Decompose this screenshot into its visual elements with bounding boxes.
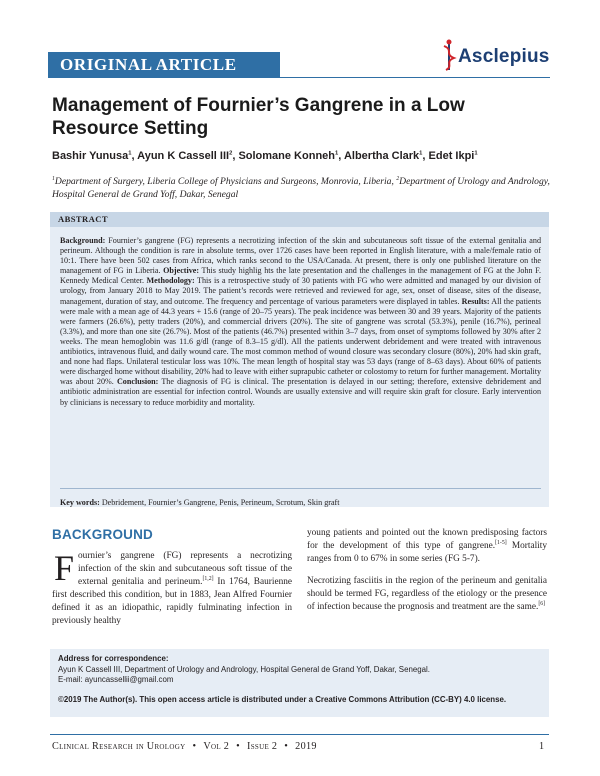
keywords-list: Debridement, Fournier’s Gangrene, Penis, Perineum, Scrotum, Skin graft <box>99 498 340 507</box>
citation-ref[interactable]: [1,2] <box>202 575 214 582</box>
abstract-background: Fournier’s gangrene (FG) represents a necrotizing infection of the skin and subcutaneous soft tissue of the external genitalia and perineum. Although the condition is rare in absolute terms, over 1726 cases have been reported in English literature, with a male/female ratio of 10:1. There have been 502 cases from Africa, which ranks second to the USA/Canada. At present, there is only one published literature on the management of FG in Liberia. <box>60 236 541 276</box>
affil-sup: 2 <box>396 175 400 182</box>
abstract-label-background: Background: <box>60 236 106 245</box>
abstract-label-objective: Objective: <box>163 266 200 276</box>
abstract-conclusion: The diagnosis of FG is clinical. The presentation is delayed in our setting; therefore, extensive debridement and antibiotic administration are essential for infection control. Wounds are usually extensive and will require skin graft for closure. Early intervention by clinicians is necessary to reduce morbidity and mortality. <box>60 377 542 407</box>
footer-bullet: • <box>236 741 241 752</box>
affiliation-1: Department of Surgery, Liberia College of Physicians and Surgeons, Monrovia, Liberia, <box>54 176 397 187</box>
license-statement: ©2019 The Author(s). This open access article is distributed under a Creative Commons Attribution (CC-BY) 4.0 license. <box>58 694 507 704</box>
author-sep: , <box>131 150 138 162</box>
abstract-label-results: Results: <box>461 296 490 306</box>
body-text: Mortality ranges from 0 to 67% in some series (FG 5-7). <box>307 541 547 564</box>
body-text: Necrotizing fasciitis in the region of the perineum and genitalia should be termed FG, regardless of the etiology or the presence of infection because the prognosis and treatment are the same. <box>307 576 547 612</box>
body-text: In 1764, Baurienne first described this condition, but in 1883, Jean Alfred Fournier defined it as an idiopathic, rapidly fulminating infection in previously healthy <box>52 577 293 626</box>
keywords <box>60 488 541 508</box>
author-name: Edet Ikpi <box>428 150 475 162</box>
author-name: Albertha Clark <box>343 150 420 162</box>
author-name: Bashir Yunusa <box>52 150 129 162</box>
paragraph <box>307 575 547 614</box>
abstract-results: All the patients were male with a mean age of 44.3 years + 15.6 (range of 20–75 years). The peak incidence was between 30 and 39 years. Majority of the patients were farmers (26.6%), petty traders (20%), and commercial drivers (20%). The site of gangrene was scrotal (53.3%), penile (16.7%), perineal (3.3%), and more than one site (26.7%). Most of the patients (46.7%) presented within 3–7 days, from onset of symptoms followed by 30% after 2 weeks. The mean hemoglobin was 11.6 g/dl (range of 8.3–15 g/dl). All the patients underwent debridement and were treated with intravenous antibiotics, intravenous fluid, and daily wound care. The most common method of wound closure was secondary closure (80%), 20% had skin graft, and none had flaps. Unilateral testicular loss was 10%. The mean length of hospital stay was 53 days (range of 8–63 days). About 60% of patients were discharged home without disability, 20% had to leave with either suprapubic catheter or colostomy to return for further management. Mortality was about 20%. <box>60 296 542 387</box>
page-number: 1 <box>539 741 545 752</box>
body-column-left <box>52 550 292 628</box>
author-affil-sup: 2 <box>229 150 233 157</box>
body-text: young patients and pointed out the known predisposing factors for the development of this type of gangrene. <box>307 528 547 551</box>
citation-ref[interactable]: [6] <box>538 600 546 607</box>
correspondence-box <box>50 649 549 717</box>
running-footer <box>52 741 317 752</box>
author-affil-sup: 1 <box>419 150 423 157</box>
paragraph <box>307 527 547 566</box>
author-affil-sup: 1 <box>474 150 478 157</box>
body-column-right <box>307 527 547 623</box>
section-heading-background: BACKGROUND <box>52 527 153 542</box>
header-rule <box>280 77 550 78</box>
drop-cap: F <box>54 548 75 588</box>
author-name: Ayun K Cassell III <box>137 150 230 162</box>
footer-bullet: • <box>284 741 289 752</box>
journal-name: Clinical Research in Urology <box>52 741 186 752</box>
abstract-text <box>60 236 541 408</box>
author-list <box>52 149 562 163</box>
author-sep: , <box>338 150 344 162</box>
keywords-label: Key words: <box>60 498 100 507</box>
asclepius-logo <box>440 36 560 76</box>
author-name: Solomane Konneh <box>238 150 335 162</box>
author-sep: , <box>232 150 239 162</box>
year-label: 2019 <box>295 741 317 752</box>
abstract-label-methodology: Methodology: <box>146 276 195 286</box>
author-affil-sup: 1 <box>128 150 132 157</box>
citation-ref[interactable]: [1-5] <box>495 539 507 546</box>
correspondence-address: Ayun K Cassell III, Department of Urology and Andrology, Hospital General de Grand Yoff, Dakar, Senegal. <box>58 664 430 674</box>
article-title: Management of Fournier’s Gangrene in a Low Resource Setting <box>52 95 465 139</box>
author-sep: , <box>422 150 429 162</box>
logo-wordmark: Asclepius <box>458 46 550 67</box>
abstract-methodology: This is a retrospective study of 30 patients with FG who were admitted and managed by our division of urology, from January 2018 to May 2019. The patient’s records were retrieved and reviewed for age, sex, onset of disease, sites of the disease, management, duration of stay, and outcome. The frequency and percentage of various parameters were displayed in tables. <box>60 276 541 306</box>
issue-label: Issue 2 <box>247 741 278 752</box>
abstract-label-conclusion: Conclusion: <box>116 377 159 387</box>
abstract-objective: This study highlig hts the late presentation and the challenges in the management of FG at the John F. Kennedy Medical Center. <box>60 266 541 286</box>
correspondence-email[interactable]: E-mail: ayuncassellii@gmail.com <box>58 675 174 684</box>
abstract-box <box>50 212 549 507</box>
affiliations <box>52 175 552 201</box>
footer-bullet: • <box>192 741 197 752</box>
affil-sup: 1 <box>52 175 55 182</box>
volume-label: Vol 2 <box>203 741 230 752</box>
affiliation-2: Department of Urology and Andrology, Hospital General de Grand Yoff, Dakar, Senegal <box>52 176 550 200</box>
body-text: ournier’s gangrene (FG) represents a necrotizing infection of the skin and subcutaneous soft tissue of the external genitalia and perineum. <box>78 551 292 587</box>
article-type-banner: ORIGINAL ARTICLE <box>48 52 280 78</box>
correspondence-heading: Address for correspondence: <box>58 654 169 663</box>
author-affil-sup: 1 <box>335 150 339 157</box>
footer-rule <box>50 734 549 735</box>
abstract-heading: ABSTRACT <box>50 212 549 227</box>
